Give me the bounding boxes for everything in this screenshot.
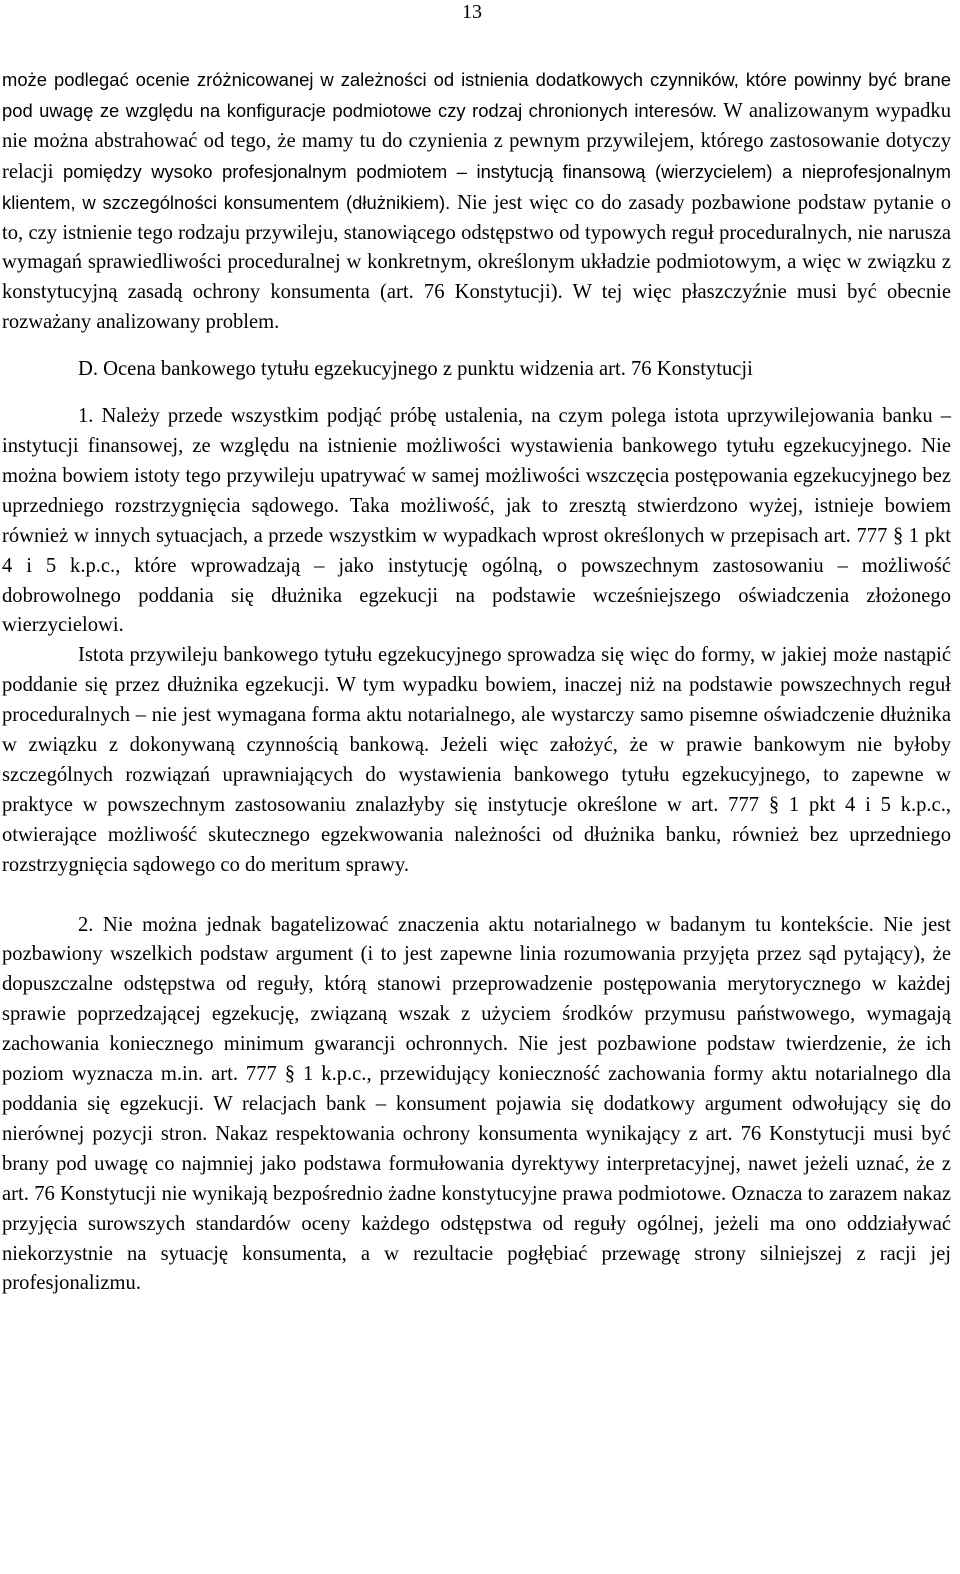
paragraph-intro-part-3: pomiędzy wysoko profesjonalnym podmiotem – instytucją finansową (wierzycielem) a nieprofesjonalnym klientem, w szczególności konsumentem (dłużnikiem).: [2, 160, 951, 213]
paragraph-2: 2. Nie można jednak bagatelizować znaczenia aktu notarialnego w badanym tu kontekście. Nie jest pozbawiony wszelkich podstaw argument (i to jest zapewne linia rozumowania przyjęta przez sąd pytający), że dopuszczalne odstępstwa od reguły, którą stanowi przeprowadzenie postępowania merytorycznego w każdej sprawie poprzedzającej egzekucję, związaną wszak z użyciem środków przymusu państwowego, wymagają zachowania koniecznego minimum gwarancji ochronnych. Nie jest pozbawione podstaw twierdzenie, że ich poziom wyznacza m.in. art. 777 § 1 k.p.c., przewidujący konieczność zachowania formy aktu notarialnego dla poddania się egzekucji. W relacjach bank – konsument pojawia się dodatkowy argument odwołujący się do nierównej pozycji stron. Nakaz respektowania ochrony konsumenta wynikający z art. 76 Konstytucji musi być brany pod uwagę co najmniej jako podstawa formułowania dyrektywy interpretacyjnej, nawet jeżeli uznać, że z art. 76 Konstytucji nie wynikają bezpośrednio żadne konstytucyjne prawa podmiotowe. Oznacza to zarazem nakaz przyjęcia surowszych standardów oceny każdego odstępstwa od reguły ogólnej, jeżeli ma ono oddziaływać niekorzystnie na sytuację konsumenta, a w rezultacie pogłębiać przewagę strony silniejszej z racji jej profesjonalizmu.: [2, 913, 951, 1295]
section-heading-d: D. Ocena bankowego tytułu egzekucyjnego z punktu widzenia art. 76 Konstytucji: [78, 358, 753, 381]
page-number: 13: [462, 1, 482, 23]
paragraph-intro-part-4: Nie jest więc co do zasady pozbawione podstaw pytanie o to, czy istnienie tego rodzaju przywileju, stanowiącego odstępstwo od typowych reguł proceduralnych, nie narusza wymagań sprawiedliwości proceduralnej w konkretnym, określonym układzie podmiotowym, a więc w związku z konstytucyjną zasadą ochrony konsumenta (art. 76 Konstytucji). W tej więc płaszczyźnie musi być obecnie rozważany analizowany problem.: [2, 191, 951, 334]
paragraph-intro-part-2: W analizowanym wypadku nie można abstrahować od tego, że mamy tu do czynienia z pewnym przywilejem, którego zastosowanie dotyczy relacji: [2, 99, 952, 183]
paragraph-intro: [2, 65, 951, 338]
paragraph-intro-part-1: może podlegać ocenie zróżnicowanej w zależności od istnienia dodatkowych czynników, które powinny być brane pod uwagę ze względu na konfiguracje podmiotowe czy rodzaj chronionych interesów.: [2, 69, 951, 121]
paragraph-1: 1. Należy przede wszystkim podjąć próbę ustalenia, na czym polega istota uprzywilejowania banku – instytucji finansowej, ze względu na istnienie możliwości wystawienia bankowego tytułu egzekucyjnego. Nie można bowiem istoty tego przywileju upatrywać w samej możliwości wszczęcia postępowania egzekucyjnego bez uprzedniego rozstrzygnięcia sądowego. Taka możliwość, jak to zresztą stwierdzono wyżej, istnieje bowiem również w innych sytuacjach, a przede wszystkim w wypadkach wprost określonych w przepisach art. 777 § 1 pkt 4 i 5 k.p.c., które wprowadzają – jako instytucję ogólną, o powszechnym zastosowaniu – możliwość dobrowolnego poddania się dłużnika egzekucji na podstawie wcześniejszego oświadczenia złożonego wierzycielowi.: [2, 405, 951, 637]
paragraph-istota: Istota przywileju bankowego tytułu egzekucyjnego sprowadza się więc do formy, w jakiej może nastąpić poddanie się przez dłużnika egzekucji. W tym wypadku bowiem, inaczej niż na podstawie powszechnych reguł proceduralnych – nie jest wymagana forma aktu notarialnego, ale wystarczy samo pisemne oświadczenie dłużnika w związku z dokonywaną czynnością bankową. Jeżeli więc założyć, że w prawie bankowym nie byłoby szczególnych rozwiązań uprawniających do wystawienia bankowego tytułu egzekucyjnego, to zapewne w praktyce w powszechnym zastosowaniu znalazłyby się instytucje określone w art. 777 § 1 pkt 4 i 5 k.p.c., otwierające możliwość skutecznego egzekwowania należności od dłużnika banku, również bez uprzedniego rozstrzygnięcia sądowego co do meritum sprawy.: [2, 644, 951, 876]
document-body: [2, 65, 951, 1299]
